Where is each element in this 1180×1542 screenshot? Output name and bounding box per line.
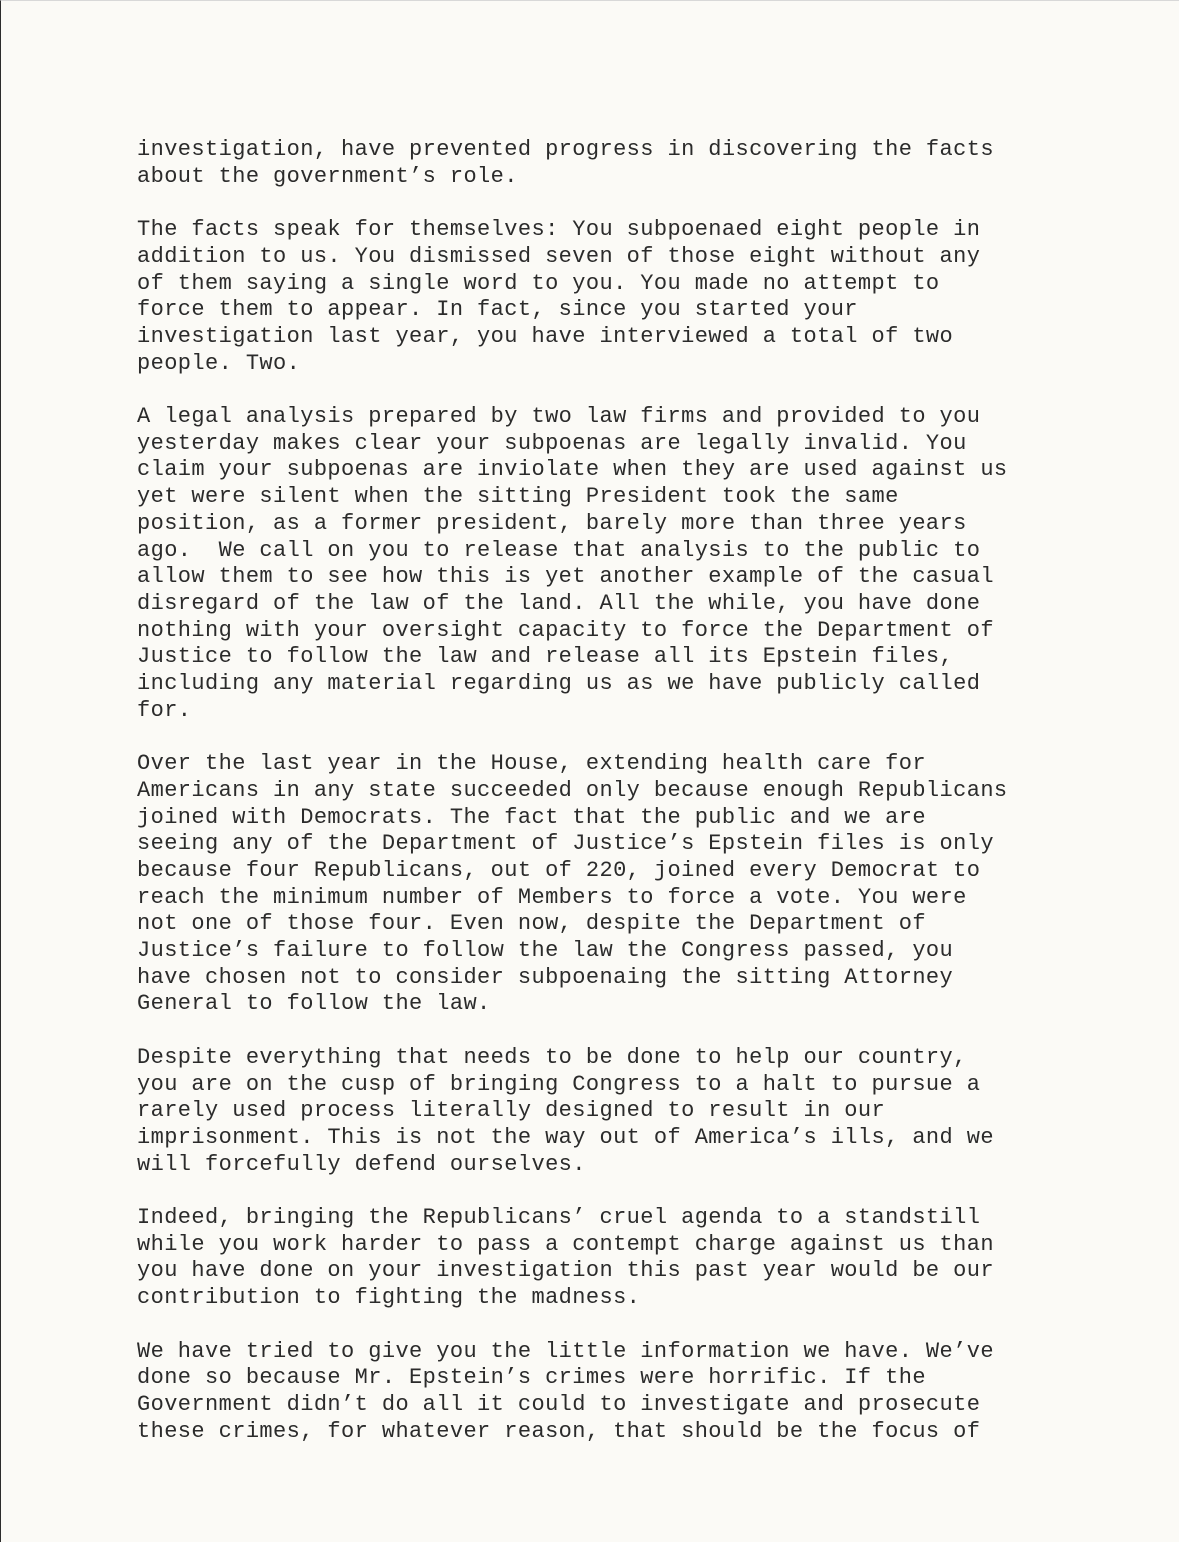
text-line: Government didn’t do all it could to investigate and prosecute [137,1391,981,1417]
text-line: including any material regarding us as we have publicly called [137,671,981,697]
text-line: will forcefully defend ourselves. [137,1151,586,1177]
text-line: you are on the cusp of bringing Congress to a halt to pursue a [137,1071,981,1097]
text-line: Indeed, bringing the Republicans’ cruel agenda to a standstill [137,1205,981,1231]
paragraph-5 [137,1045,1077,1179]
text-line: The facts speak for themselves: You subpoenaed eight people in [137,217,981,243]
text-line: addition to us. You dismissed seven of those eight without any [137,243,981,269]
text-line: for. [137,697,192,723]
letter-body [137,137,1077,1445]
text-line: Americans in any state succeeded only because enough Republicans [137,777,1008,803]
text-line: yesterday makes clear your subpoenas are legally invalid. You [137,430,967,456]
text-line: investigation, have prevented progress in discovering the facts [137,137,994,162]
text-line: ago. We call on you to release that analysis to the public to [137,537,981,563]
text-line: because four Republicans, out of 220, joined every Democrat to [137,857,981,883]
text-line: force them to appear. In fact, since you started your [137,297,858,323]
paragraph-1 [137,137,1077,190]
text-line: disregard of the law of the land. All the while, you have done [137,590,981,616]
text-line: of them saying a single word to you. You made no attempt to [137,270,940,296]
text-line: done so because Mr. Epstein’s crimes were horrific. If the [137,1365,926,1391]
text-line: rarely used process literally designed to result in our [137,1098,886,1124]
paragraph-2 [137,217,1077,377]
text-line: Despite everything that needs to be done to help our country, [137,1044,967,1070]
text-line: while you work harder to pass a contempt charge against us than [137,1231,994,1257]
text-line: about the government’s role. [137,163,518,189]
text-line: nothing with your oversight capacity to force the Department of [137,617,994,643]
text-line: investigation last year, you have interviewed a total of two [137,323,954,349]
text-line: reach the minimum number of Members to force a vote. You were [137,884,967,910]
text-line: joined with Democrats. The fact that the public and we are [137,804,926,830]
text-line: imprisonment. This is not the way out of America’s ills, and we [137,1124,994,1150]
text-line: allow them to see how this is yet another example of the casual [137,564,994,590]
text-line: seeing any of the Department of Justice’s Epstein files is only [137,831,994,857]
text-line: We have tried to give you the little information we have. We’ve [137,1338,994,1364]
text-line: Over the last year in the House, extending health care for [137,751,926,777]
text-line: yet were silent when the sitting President took the same [137,484,899,510]
text-line: you have done on your investigation this past year would be our [137,1258,994,1284]
text-line: position, as a former president, barely more than three years [137,510,967,536]
text-line: A legal analysis prepared by two law firms and provided to you [137,404,981,429]
text-line: General to follow the law. [137,991,491,1017]
text-line: people. Two. [137,350,301,376]
paragraph-7 [137,1339,1077,1446]
text-line: Justice to follow the law and release all its Epstein files, [137,644,954,670]
text-line: Justice’s failure to follow the law the Congress passed, you [137,938,954,964]
text-line: contribution to fighting the madness. [137,1285,641,1311]
paragraph-6 [137,1205,1077,1312]
text-line: have chosen not to consider subpoenaing the sitting Attorney [137,964,954,990]
text-line: these crimes, for whatever reason, that should be the focus of [137,1418,981,1444]
text-line: claim your subpoenas are inviolate when they are used against us [137,457,1008,483]
paragraph-4 [137,751,1077,1018]
paragraph-3 [137,404,1077,724]
text-line: not one of those four. Even now, despite the Department of [137,911,926,937]
